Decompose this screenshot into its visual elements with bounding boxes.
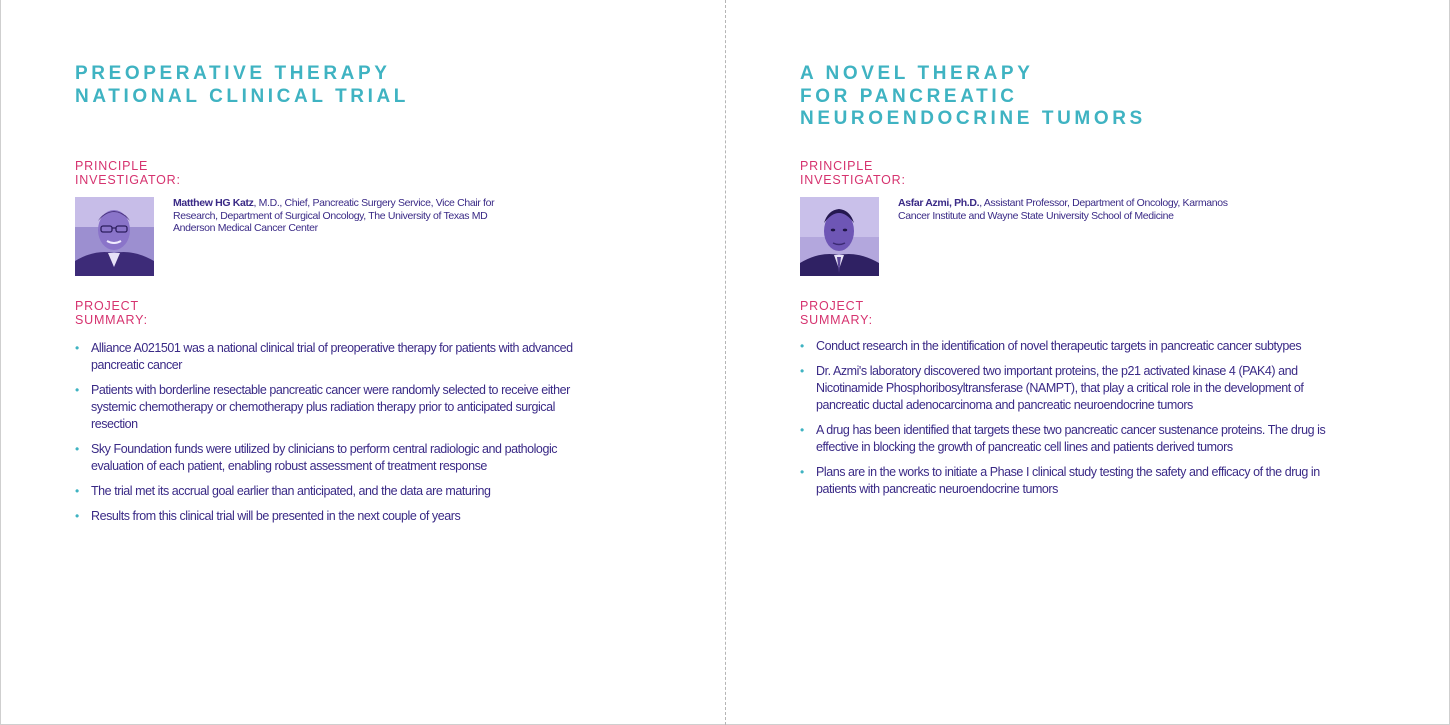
bullet-text: The trial met its accrual goal earlier than anticipated, and the data are maturing <box>91 484 491 498</box>
list-item <box>800 363 1330 414</box>
right-investigator-bio <box>898 197 1243 222</box>
bullet-dot-icon: • <box>800 364 804 378</box>
bullet-text: A drug has been identified that targets these two pancreatic cancer sustenance proteins. The drug is effective in blocking the growth of pancreatic cell lines and patients derived tumors <box>816 423 1326 454</box>
bullet-dot-icon: • <box>75 484 79 498</box>
right-summary-label <box>800 299 873 327</box>
bullet-dot-icon: • <box>75 442 79 456</box>
right-investigator-label <box>800 159 906 187</box>
left-summary-label-line-1: PROJECT <box>75 299 139 313</box>
right-title-line-3: NEUROENDOCRINE TUMORS <box>800 108 1146 129</box>
left-investigator-label <box>75 159 181 187</box>
right-panel <box>800 0 1400 725</box>
list-item <box>800 338 1330 355</box>
list-item <box>75 508 575 525</box>
list-item <box>75 340 575 374</box>
right-investigator-details: , Assistant Professor, Department of Oncology, Karmanos Cancer Institute and Wayne State University School of Medicine <box>898 197 1228 222</box>
right-investigator-photo <box>800 197 879 276</box>
right-title <box>800 63 1146 131</box>
bullet-text: Conduct research in the identification of novel therapeutic targets in pancreatic cancer subtypes <box>816 339 1302 353</box>
bullet-text: Alliance A021501 was a national clinical trial of preoperative therapy for patients with advanced pancreatic cancer <box>91 341 573 372</box>
bullet-dot-icon: • <box>75 383 79 397</box>
bullet-text: Sky Foundation funds were utilized by clinicians to perform central radiologic and pathologic evaluation of each patient, enabling robust assessment of treatment response <box>91 442 558 473</box>
bullet-text: Patients with borderline resectable pancreatic cancer were randomly selected to receive either systemic chemotherapy or chemotherapy plus radiation therapy prior to anticipated surgical resection <box>91 383 570 431</box>
right-summary-list <box>800 338 1330 506</box>
left-title-line-1: PREOPERATIVE THERAPY <box>75 63 391 84</box>
left-title-line-2: NATIONAL CLINICAL TRIAL <box>75 85 410 107</box>
bullet-dot-icon: • <box>800 339 804 353</box>
left-investigator-label-line-2: INVESTIGATOR: <box>75 173 181 187</box>
list-item <box>75 483 575 500</box>
left-investigator-bio <box>173 197 518 235</box>
left-investigator-photo <box>75 197 154 276</box>
right-summary-label-line-2: SUMMARY: <box>800 313 873 327</box>
bullet-dot-icon: • <box>75 509 79 523</box>
left-summary-label <box>75 299 148 327</box>
left-investigator-details: , M.D., Chief, Pancreatic Surgery Service, Vice Chair for Research, Department of Surgical Oncology, The University of Texas MD Anderson Medical Cancer Center <box>173 197 495 234</box>
list-item <box>75 441 575 475</box>
portrait-azmi-image <box>800 197 879 276</box>
right-title-line-2: FOR PANCREATIC <box>800 85 1018 107</box>
portrait-katz-image <box>75 197 154 276</box>
right-investigator-label-line-2: INVESTIGATOR: <box>800 173 906 187</box>
list-item <box>75 382 575 433</box>
bullet-text: Dr. Azmi's laboratory discovered two important proteins, the p21 activated kinase 4 (PAK4) and Nicotinamide Phosphoribosyltransferase (NAMPT), that play a critical role in the development of pancreatic ductal adenocarcinoma and pancreatic neuroendocrine tumors <box>816 364 1304 412</box>
left-panel <box>75 0 675 725</box>
right-summary-label-line-1: PROJECT <box>800 299 864 313</box>
bullet-text: Plans are in the works to initiate a Phase I clinical study testing the safety and efficacy of the drug in patients with pancreatic neuroendocrine tumors <box>816 465 1320 496</box>
bullet-dot-icon: • <box>800 465 804 479</box>
bullet-dot-icon: • <box>75 341 79 355</box>
center-fold-line <box>725 0 726 725</box>
bullet-dot-icon: • <box>800 423 804 437</box>
right-investigator-name: Asfar Azmi, Ph.D. <box>898 197 980 209</box>
bullet-text: Results from this clinical trial will be presented in the next couple of years <box>91 509 461 523</box>
list-item <box>800 464 1330 498</box>
left-summary-list <box>75 340 575 533</box>
right-investigator-label-line-1: PRINCIPLE <box>800 159 874 173</box>
left-summary-label-line-2: SUMMARY: <box>75 313 148 327</box>
left-investigator-name: Matthew HG Katz <box>173 197 254 209</box>
left-investigator-label-line-1: PRINCIPLE <box>75 159 149 173</box>
list-item <box>800 422 1330 456</box>
right-title-line-1: A NOVEL THERAPY <box>800 63 1034 84</box>
left-title <box>75 63 409 108</box>
